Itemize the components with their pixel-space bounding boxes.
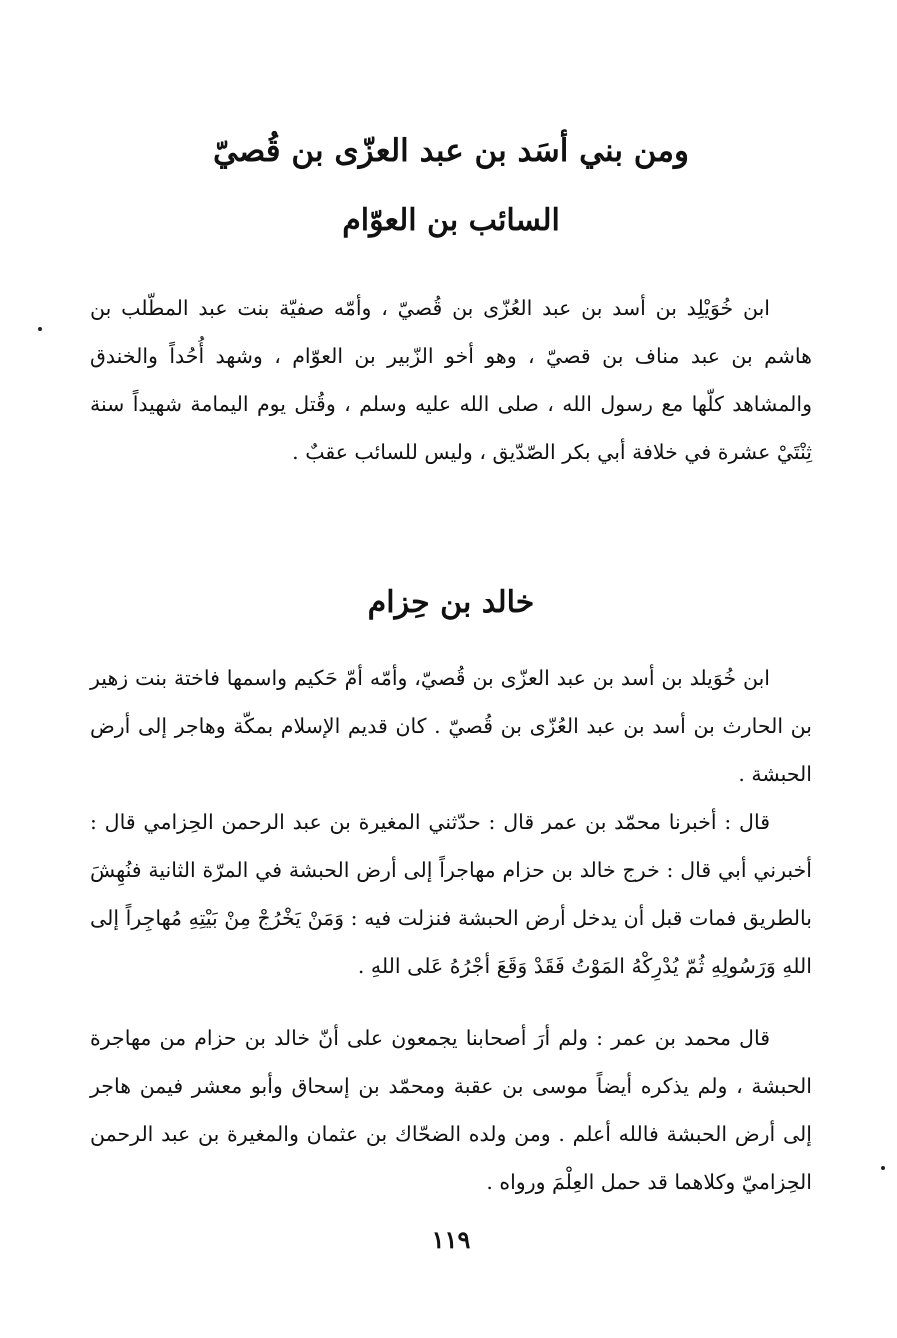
paragraph-khalid-lineage: ابن خُوَيلد بن أسد بن عبد العزّى بن قُصيّ، وأمّه أمّ حَكيم واسمها فاختة بنت زهير بن الحارث بن أسد بن عبد العُزّى بن قُصيّ . كان قديم الإسلام بمكّة وهاجر إلى أرض الحبشة . (90, 666, 812, 786)
paragraph-khalid-narration: قال : أخبرنا محمّد بن عمر قال : حدّثني المغيرة بن عبد الرحمن الحِزامي قال : أخبرني أبي قال : خرج خالد بن حزام مهاجراً إلى أرض الحبشة في المرّة الثانية فنُهِشَ بالطريق فمات قبل أن يدخل أرض الحبشة فنزلت فيه : وَمَنْ يَخْرُجْ مِنْ بَيْتِهِ مُهاجِراً إلى اللهِ وَرَسُولِهِ ثُمّ يُدْرِكْهُ المَوْتُ فَقَدْ وَقَعَ أجْرُهُ عَلى اللهِ . (90, 810, 812, 978)
paragraph-al-saib-biography: ابن خُوَيْلِد بن أسد بن عبد العُزّى بن قُصيّ ، وأمّه صفيّة بنت عبد المطّلب بن هاشم بن عبد مناف بن قصيّ ، وهو أخو الزّبير بن العوّام ، وشهد أُحُداً والخندق والمشاهد كلّها مع رسول الله ، صلى الله عليه وسلم ، وقُتل يوم اليمامة شهيداً سنة ثِنْتَيْ عشرة في خلافة أبي بكر الصّدّيق ، وليس للسائب عقبٌ . (90, 296, 812, 464)
section-title-al-saib: السائب بن العوّام (342, 203, 560, 238)
paragraph-khalid-note: قال محمد بن عمر : ولم أرَ أصحابنا يجمعون على أنّ خالد بن حزام من مهاجرة الحبشة ، ولم يذكره أيضاً موسى بن عقبة ومحمّد بن إسحاق وأبو معشر فيمن هاجر إلى أرض الحبشة فالله أعلم . ومن ولده الضحّاك بن عثمان والمغيرة بن عبد الرحمن الحِزاميّ وكلاهما قد حمل العِلْمَ ورواه . (90, 1026, 812, 1194)
section-title-khalid: خالد بن حِزام (367, 585, 535, 620)
page-number: ١١٩ (431, 1225, 471, 1254)
main-heading: ومن بني أسَد بن عبد العزّى بن قُصيّ (213, 133, 689, 169)
book-page (90, 0, 812, 1338)
scan-speck (38, 327, 42, 331)
scan-speck (881, 1166, 885, 1170)
